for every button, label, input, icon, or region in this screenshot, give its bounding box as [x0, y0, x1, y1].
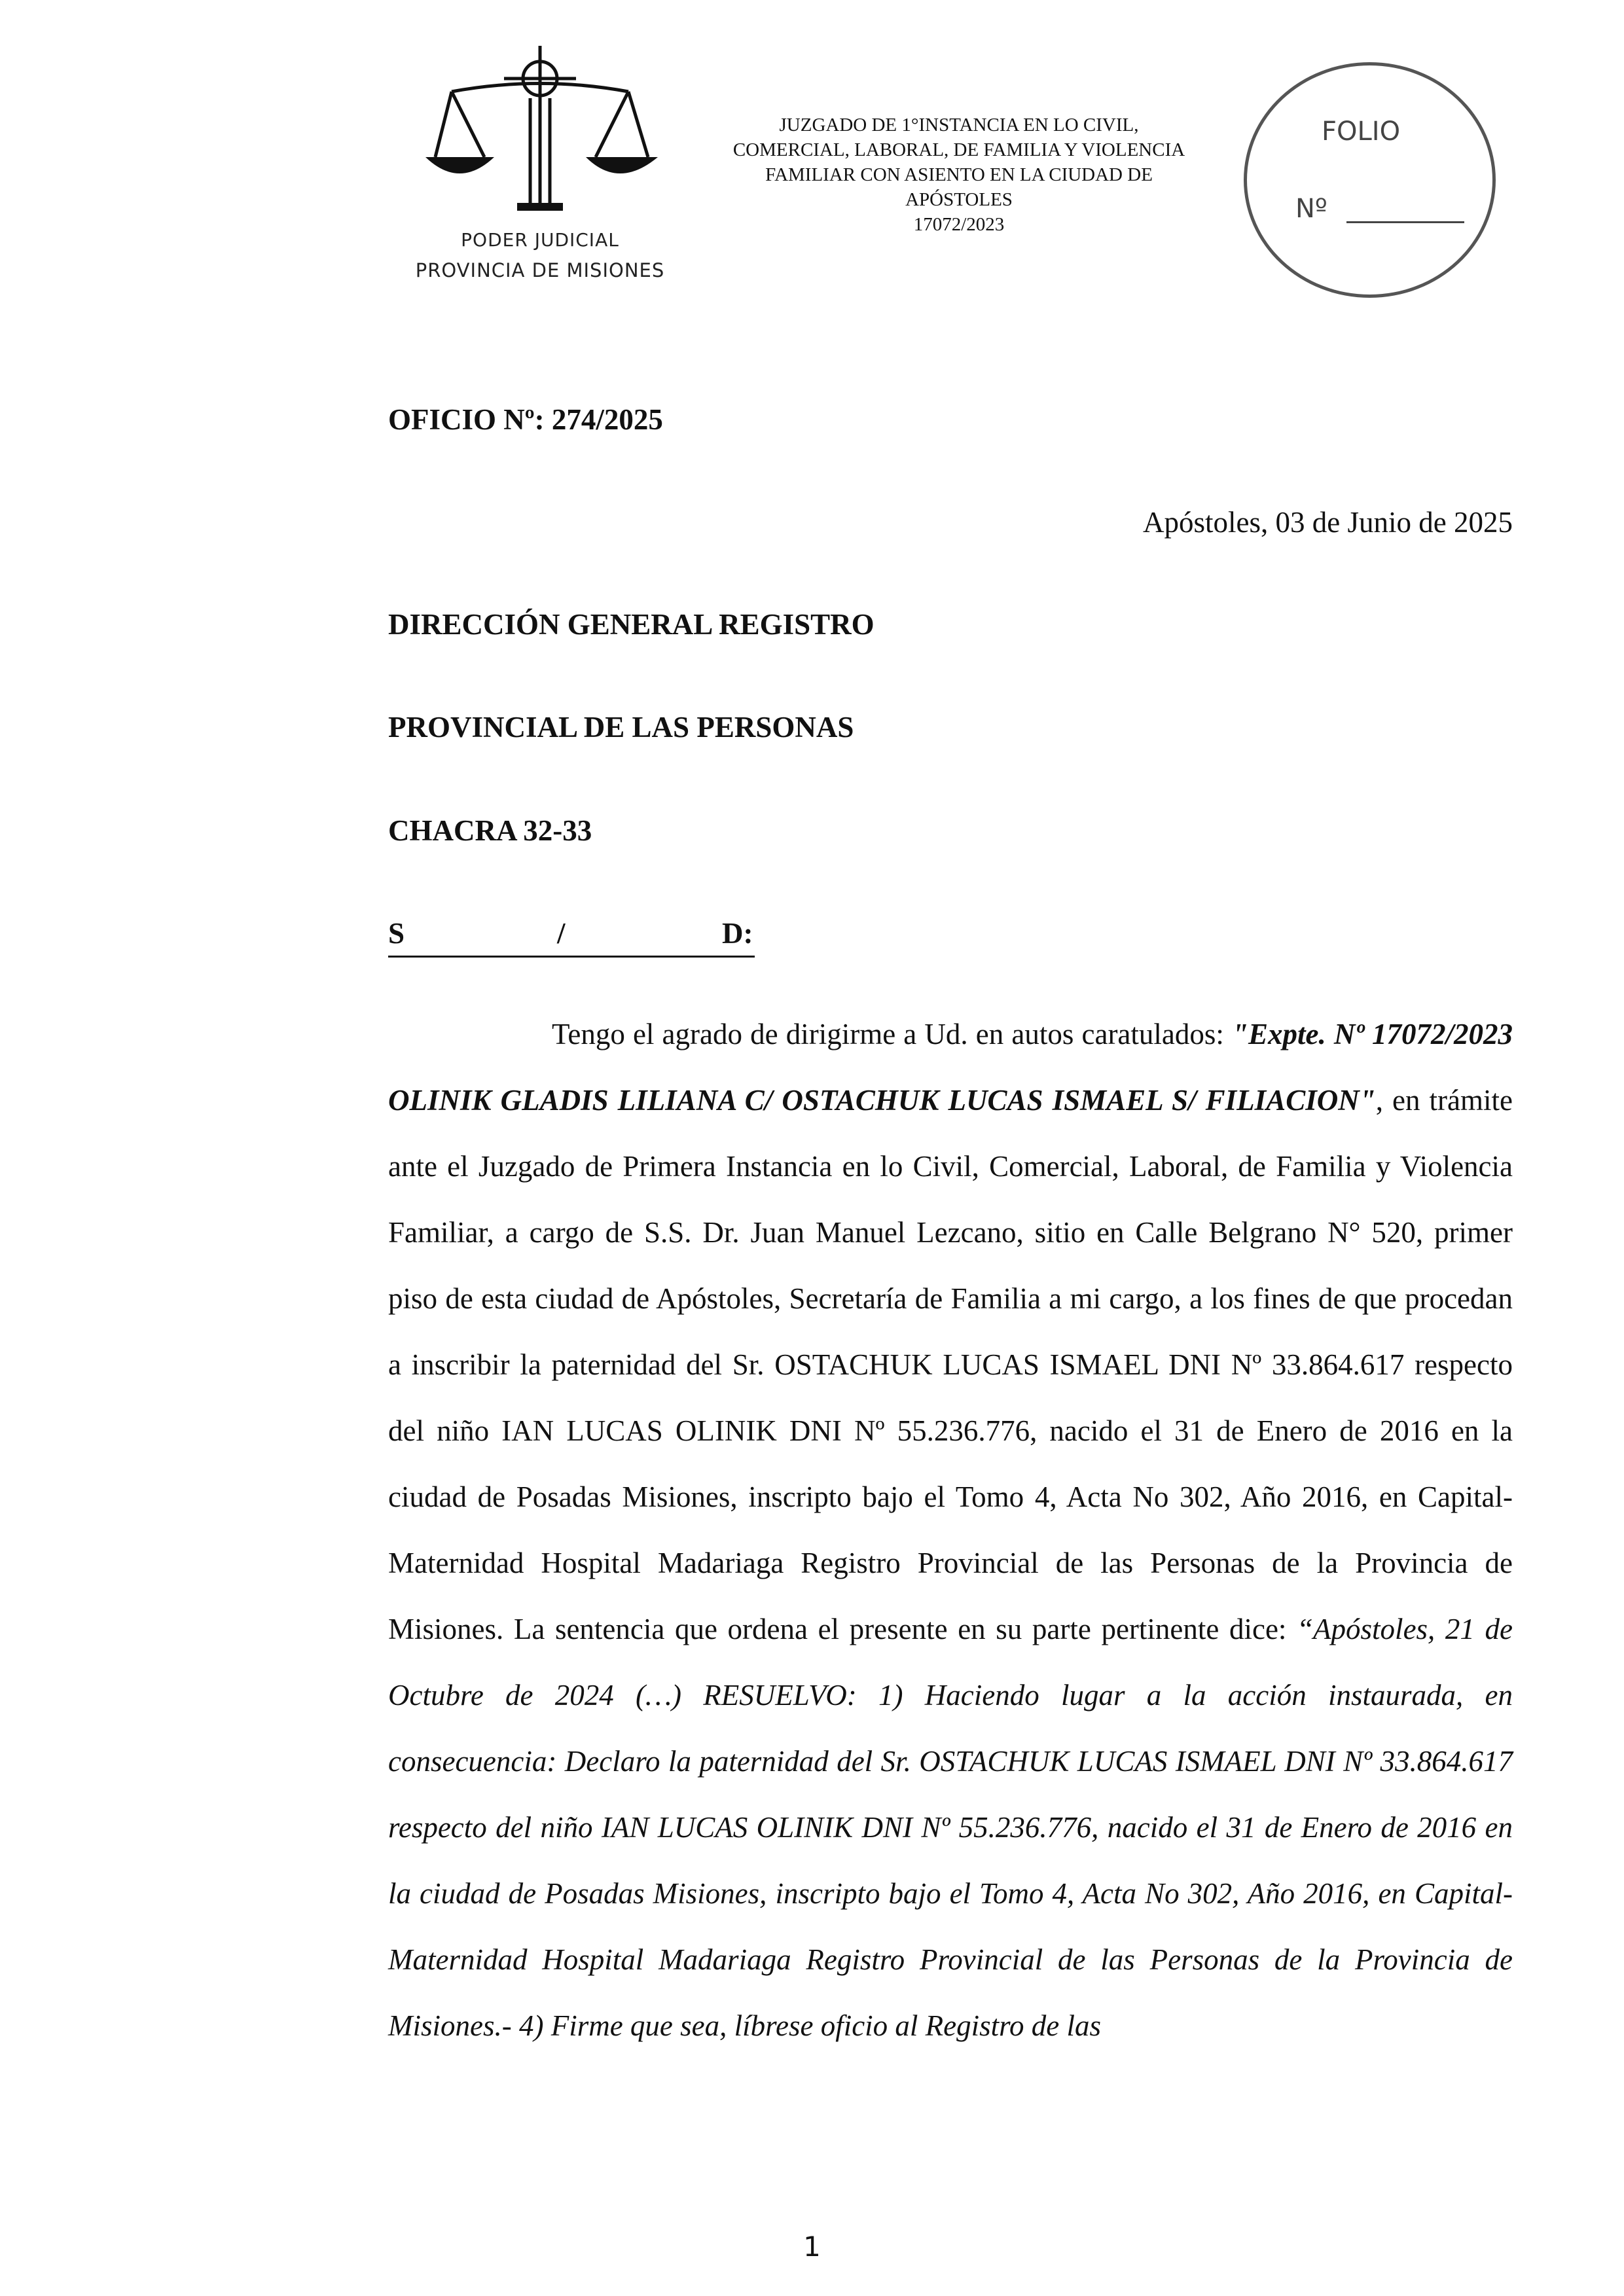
recipient-line-2: PROVINCIAL DE LAS PERSONAS: [388, 711, 854, 744]
body-text: , en trámite ante el Juzgado de Primera Instancia en lo Civil, Comercial, Laboral, de Familia y Violencia Familiar, a cargo de S.S. Dr. Juan Manuel Lezcano, sitio en Calle Belgrano N° 520, primer piso de esta ciudad de Apóstoles, Secretaría de Familia a mi cargo, a los fines de que procedan a inscribir la paternidad del Sr. OSTACHUK LUCAS ISMAEL DNI Nº 33.864.617 respecto del niño IAN LUCAS OLINIK DNI Nº 55.236.776, nacido el 31 de Enero de 2016 en la ciudad de Posadas Misiones, inscripto bajo el Tomo 4, Acta No 302, Año 2016, en Capital-Maternidad Hospital Madariaga Registro Provincial de las Personas de la Provincia de Misiones. La sentencia que ordena el presente en su parte pertinente dice:: [388, 1084, 1513, 1645]
salutation: [388, 916, 755, 958]
case-title: "Expte. Nº 17072/2023 OLINIK GLADIS LILIANA C/ OSTACHUK LUCAS ISMAEL S/ FILIACION": [388, 1018, 1513, 1117]
court-header-line: FAMILIAR CON ASIENTO EN LA CIUDAD DE: [765, 164, 1153, 185]
salutation-slash: /: [557, 917, 566, 950]
oficio-number: OFICIO Nº: 274/2025: [388, 403, 663, 436]
folio-label: FOLIO: [1322, 117, 1401, 147]
salutation-s: S: [388, 917, 405, 950]
recipient-address: CHACRA 32-33: [388, 814, 592, 847]
scales-of-justice-icon: [399, 39, 681, 229]
recipient-line-1: DIRECCIÓN GENERAL REGISTRO: [388, 608, 875, 641]
salutation-d: D:: [722, 917, 753, 950]
court-header-line: APÓSTOLES: [905, 189, 1013, 210]
page-number: 1: [803, 2231, 821, 2263]
court-header-line: COMERCIAL, LABORAL, DE FAMILIA Y VIOLENCIA: [732, 139, 1185, 160]
folio-number-label: Nº: [1295, 194, 1327, 224]
folio-number-blank: [1346, 221, 1464, 223]
sentence-quote: “Apóstoles, 21 de Octubre de 2024 (…) RESUELVO: 1) Haciendo lugar a la acción instaurada, en consecuencia: Declaro la paternidad del Sr. OSTACHUK LUCAS ISMAEL DNI Nº 33.864.617 respecto del niño IAN LUCAS OLINIK DNI Nº 55.236.776, nacido el 31 de Enero de 2016 en la ciudad de Posadas Misiones, inscripto bajo el Tomo 4, Acta No 302, Año 2016, en Capital- Maternidad Hospital Madariaga Registro Provincial de las Personas de la Provincia de Misiones.- 4) Firme que sea, líbrese oficio al Registro de las: [388, 1613, 1513, 2042]
court-header-line: JUZGADO DE 1°INSTANCIA EN LO CIVIL,: [779, 115, 1139, 135]
document-date: Apóstoles, 03 de Junio de 2025: [1143, 506, 1513, 539]
court-header: [681, 113, 1237, 237]
case-number: 17072/2023: [913, 214, 1005, 235]
folio-stamp: [1244, 62, 1496, 298]
court-seal-logo: [399, 39, 681, 288]
body-paragraph: [388, 1001, 1513, 2059]
body-intro: Tengo el agrado de dirigirme a Ud. en autos caratulados:: [552, 1018, 1233, 1050]
logo-line-2: PROVINCIA DE MISIONES: [415, 259, 665, 281]
logo-line-1: PODER JUDICIAL: [461, 229, 619, 251]
